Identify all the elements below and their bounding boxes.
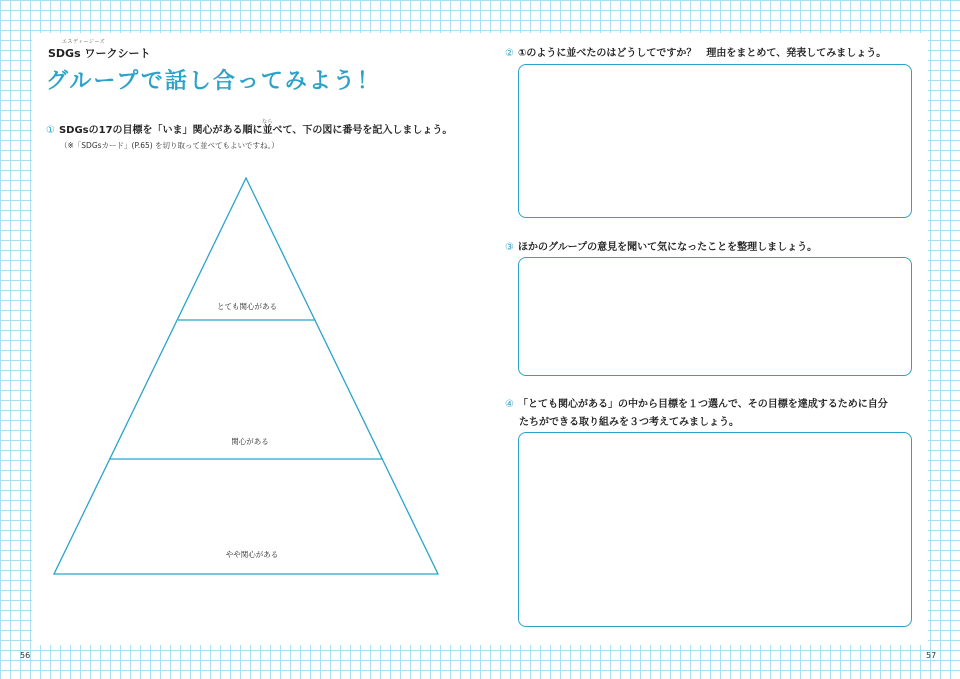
pyramid-middle-label: 関心がある: [231, 437, 269, 446]
question-3: [505, 238, 817, 253]
answer-box-4[interactable]: [518, 432, 912, 627]
q1-ruby: なら: [262, 119, 274, 125]
pyramid-bottom-label: やや関心がある: [225, 550, 279, 559]
pyramid-top-label: とても関心がある: [217, 302, 277, 311]
pyramid-outline: [54, 178, 438, 574]
title-ruby: エスディージーズ: [62, 39, 106, 45]
q1-text: SDGsの17の目標を「いま」関心がある順に並べて、下の図に番号を記入しましょう。: [58, 125, 453, 136]
question-4: [505, 395, 888, 410]
q1-note: （※「SDGsカード」(P.65) を切り取って並べてもよいですね。）: [60, 141, 279, 150]
q3-number: ③: [505, 242, 514, 253]
answer-box-2[interactable]: [518, 64, 912, 218]
q4-line-2: たちができる取り組みを３つ考えてみましょう。: [519, 417, 739, 428]
question-2: [505, 44, 886, 59]
answer-box-3[interactable]: [518, 257, 912, 376]
page-number-left: 56: [20, 651, 31, 660]
q1-number: ①: [46, 125, 55, 136]
q2-text: ①のように並べたのはどうしてですか？ 理由をまとめて、発表してみましょう。: [517, 48, 887, 59]
q2-number: ②: [505, 48, 514, 59]
q4-number: ④: [505, 399, 514, 410]
sheet-title: SDGs ワークシート: [48, 47, 151, 60]
page-title: グループで話し合ってみよう！: [46, 69, 381, 94]
page-number-right: 57: [926, 651, 937, 660]
q4-line-1: 「とても関心がある」の中から目標を１つ選んで、その目標を達成するために自分: [517, 399, 888, 410]
q3-text: ほかのグループの意見を聞いて気になったことを整理しましょう。: [517, 242, 818, 253]
